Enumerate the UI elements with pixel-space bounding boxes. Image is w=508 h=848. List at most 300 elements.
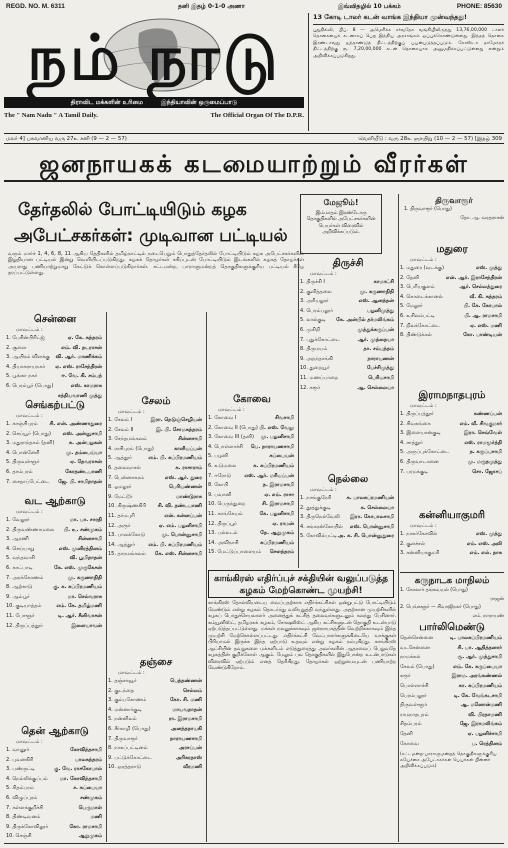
candidate-name: பெத்தண்ணன் <box>170 678 202 684</box>
constituency-name: 3. கோவை III (தனி) <box>208 434 254 441</box>
constituency-name: 4. பொன்னேரி <box>6 449 40 456</box>
candidate-name: சி. என். அண்ணாதுரை <box>49 421 102 427</box>
constituency-row <box>400 312 504 322</box>
constituency-name: 1. திருப்பத்தூர் <box>400 411 434 417</box>
constituency-row <box>108 464 204 474</box>
constituency-name: 5. லால்குடி <box>300 317 326 324</box>
constituency-row <box>300 523 396 533</box>
constituency-row <box>108 541 204 551</box>
candidate-name: சிவசாமி <box>274 415 294 421</box>
constituency-name: 5. நன்னிலம் <box>108 716 137 723</box>
parliament-candidate: ப. ரெத்தினம் <box>471 740 502 747</box>
candidate-name: எஸ். ஆர். மரியப்பன் <box>244 472 294 479</box>
candidate-name: வி. ஆர். மாணிக்கம் <box>55 354 102 361</box>
section-kanyakumari <box>400 510 504 559</box>
constituency-row <box>6 439 104 449</box>
notice-box <box>300 194 382 254</box>
candidate-name: எஸ். ஆனந்தன் <box>358 298 394 305</box>
candidate-name: கோவிந்தசாமி <box>70 747 102 753</box>
constituency-row <box>6 574 104 584</box>
candidate-name: மாண்டுராசு <box>176 493 202 500</box>
candidate-name: மு. கருணாநிதி <box>67 574 102 581</box>
section-north-arcot <box>6 496 104 631</box>
candidate-name: ஏ. எம். ராசா <box>264 491 294 498</box>
section-salem <box>108 396 204 560</box>
section-ramanathapuram <box>400 390 504 477</box>
candidate-name: ந. கருப்பசாமி <box>469 449 502 456</box>
constituency-row <box>6 449 104 459</box>
constituency-row <box>6 535 104 545</box>
constituency-row <box>6 823 104 833</box>
issue-price: தனி இதழ் 0-1-0 அணா <box>178 3 245 10</box>
constituency-row <box>108 435 204 445</box>
constituency-row <box>400 540 504 550</box>
constituency-row <box>108 763 204 773</box>
parliament-row <box>400 692 504 702</box>
candidate-name: எம். எல். தாசு <box>469 550 502 557</box>
constituency-row <box>6 593 104 603</box>
constituency-name: 3. பெரியகுளம் <box>400 284 435 291</box>
parliament-constituency: தென்சென்னை <box>400 635 434 641</box>
constituency-row <box>208 433 296 443</box>
constituency-row <box>400 458 504 468</box>
constituency-row <box>108 474 204 484</box>
constituency-row <box>108 754 204 764</box>
constituency-name: 3. இளையான்குடி <box>400 430 441 437</box>
constituency-row <box>208 500 296 510</box>
section-title: சேலம் <box>141 396 171 407</box>
candidate-name: பாலசுந்தரம் <box>75 756 102 763</box>
constituency-name: 9. அறந்தாங்கி <box>300 355 333 362</box>
constituency-row <box>300 384 396 394</box>
candidate-name: மு. மருதமுத்து <box>467 458 502 465</box>
constituency-row <box>6 554 104 564</box>
motto-band <box>4 97 304 108</box>
candidate-name: வீரமணி <box>183 764 202 771</box>
candidate-name: ஆர். முத்தையா <box>357 336 394 343</box>
constituency-row <box>108 550 204 560</box>
constituency-name: 7. கள்ளக்குறிச்சி <box>6 804 44 811</box>
constituency-row <box>400 264 504 274</box>
constituency-name: 5. அருப்புக்கோட்டை <box>400 449 450 456</box>
masthead-logo <box>4 15 304 95</box>
candidate-name: கோ. பாண்டியன் <box>463 332 502 339</box>
constituency-row <box>108 531 204 541</box>
candidate-name: சின்னசாமி <box>178 436 202 443</box>
constituency-name: 11. போளூர் <box>6 612 35 619</box>
constituency-row <box>6 526 104 536</box>
constituency-name: 2. தூத்துக்குடி <box>300 504 331 511</box>
constituency-name: 3. சேந்தமங்கலம் <box>108 436 147 443</box>
constituency-name: 1. பேசின்பிரிட்ஜ் <box>6 335 45 341</box>
parliament-row <box>400 672 504 682</box>
constituency-row <box>300 326 396 336</box>
constituency-row <box>108 416 204 426</box>
parliament-row <box>400 701 504 711</box>
constituency-name: 7. நிலக்கோட்டை <box>400 322 440 329</box>
candidate-name: மு. தம்பைய்யா <box>65 449 102 456</box>
section-madurai <box>400 244 504 341</box>
constituency-row <box>6 813 104 823</box>
candidate-name: எஸ். முத்து <box>475 265 502 271</box>
candidate-name: வீ. கி. சுந்தரம் <box>469 293 502 300</box>
page-count: இவ்விதழில் 10 பக்கம் <box>338 3 401 10</box>
candidate-name: இளையாவன் <box>71 622 102 629</box>
parliament-candidate: சூ. ஆர். முத்துசாமி <box>457 654 502 661</box>
thiruvarur-line: 1. திருவாரூர் (பொது) <box>404 207 452 212</box>
parliament-constituency: கரூர் <box>400 673 411 680</box>
constituency-name: 5. மேலூர் <box>400 303 423 310</box>
candidate-name: கே. அன்பில் தர்மலிங்கம் <box>336 317 394 324</box>
dateline-left: மலர் 4] பகவானிய வரு 27உ சனி (9 — 2 — 57) <box>6 136 127 142</box>
constituency-name: 14. ஆத்தூர் <box>108 541 136 548</box>
parliament-section <box>400 622 504 770</box>
parliament-row <box>400 644 504 654</box>
constituency-name: 2. செய்யூர் (பொது) <box>6 430 51 437</box>
candidate-name: சத்தியவாணி முத்து <box>57 392 102 399</box>
notice-title: மேஜூம்! <box>323 198 359 207</box>
constituency-row <box>400 530 504 540</box>
constituency-name: 9. பவானி <box>208 491 232 498</box>
constituency-row <box>6 353 104 363</box>
candidate-name: சுப்பையன் <box>269 453 294 460</box>
constituency-name: 3. ஆரணி <box>6 536 29 543</box>
district-label: மாவட்டம் : <box>410 523 437 529</box>
english-left: The " Nam Nadu " A Tamil Daily. <box>4 112 98 119</box>
candidate-name: மணி <box>90 814 102 821</box>
constituency-name: 1. திருச்சி I <box>300 279 325 285</box>
constituency-row <box>300 355 396 365</box>
candidate-name: கே. எஸ். சின்னசாமி <box>154 551 202 558</box>
constituency-row <box>300 336 396 346</box>
constituency-name: 10. கிருஷ்ணகிரி <box>108 503 146 510</box>
constituency-row <box>108 502 204 512</box>
constituency-row <box>400 322 504 332</box>
constituency-row <box>208 481 296 491</box>
parliament-candidate: ஆ. மனோன்மணி <box>460 702 502 709</box>
constituency-row <box>300 532 396 542</box>
intro-paragraph: வரும் மார்ச் 1, 4, 6, 8, 11 ஆகிய தேதிகளில் தமிழ்நாட்டில் நடைபெறும் பொதுத்தேர்தலில் போட்டியிடும் கழக அபேட்சகர்களின் இறுதியான பட்டியல் இன்று வெளியிடப்படுகிறது. கழகக் தோழர்கள் சகிப்புடன் போட்டியிடும் இடங்களில் கழகத் தோழர்கள் அயராது பணியாற்றுமாறு கேட்டுக் கொள்ளப்படுகிறார்கள். சட்டமன்ற, பாராளுமன்றத் தொகுதிகளுக்குரிய பட்டியல் கீழே தரப்பட்டுள்ளது. <box>8 251 304 277</box>
parliament-row <box>400 730 504 740</box>
parliament-constituency: நாமக்கல் <box>400 654 421 661</box>
thiruvarur-candidate: தோ. ஆ. வரதராசன் <box>460 215 504 221</box>
parliament-constituency: தேனி <box>400 730 413 737</box>
constituency-row <box>400 429 504 439</box>
constituency-name: 2. சூளை <box>6 344 27 351</box>
candidate-name: அனந்தநாயகி <box>170 725 202 732</box>
constituency-name: 6. உசிலம்பட்டி <box>400 312 435 319</box>
section-thanjavur <box>108 657 204 773</box>
constituency-row <box>6 784 104 794</box>
constituency-name: 5. கோவில்பட்டி <box>300 533 338 540</box>
karnataka-line: 1. கோலார் தங்கவயல் (பொது) <box>400 588 468 593</box>
parliament-constituency: திருவள்ளூர் <box>400 702 428 709</box>
candidate-name: ஈ. வே. கி. சம்பத் <box>61 373 102 380</box>
constituency-name: 7. புதுக்கோட்டை <box>300 336 340 343</box>
constituency-name: 12. அரூர் <box>108 522 131 529</box>
constituency-name: 1. நாங்குநேரி <box>300 495 332 501</box>
constituency-row <box>6 430 104 440</box>
candidate-name: பெரியசாமி <box>368 374 394 381</box>
candidate-name: சி. இராமசாமி <box>262 501 294 508</box>
candidate-name: என். கன்னப்பன் <box>164 512 202 519</box>
constituency-row <box>208 520 296 530</box>
parliament-row <box>400 740 504 750</box>
constituency-name: 3. பண்ருட்டி <box>6 766 36 773</box>
constituency-name: 3. கும்பகோணம் <box>108 697 147 704</box>
constituency-name: 4. நெல்லிக்குப்பம் <box>6 775 48 782</box>
constituency-row <box>6 602 104 612</box>
constituency-name: 10. பெருந்துறை <box>208 501 246 508</box>
constituency-row <box>108 715 204 725</box>
candidate-name: டி. ஆர். சீனிவாசன் <box>58 612 102 619</box>
candidate-name: கோதண்டபாணி <box>65 468 102 475</box>
section-title: மதுரை <box>436 244 468 255</box>
constituency-name: 8. திண்டிவனம் <box>6 814 41 821</box>
constituency-row <box>300 316 396 326</box>
candidate-name: மா. செல்வராசு <box>67 593 102 600</box>
loan-news-body: புதுதில்லி, பிப். 8 — அமெரிக்க சர்வதேச வங்கியிலிருந்து 13,76,00,000 டாலர் தொகையைக் கடனாகப் பெற இந்திய அரசாங்கம் ஒப்புக்கொண்டுள்ளது. இந்தத் தொகை இரண்டாவது ஐந்தாண்டுத் திட்டத்திற்குப் பயன்படுத்தப்படும். கோஸ்டா தாமோதர் திட்டத்திற்கு ரூ. 7,20,00,000 கடன் தொகையாக அனுமதிக்கப்பட்டுள்ளது என்றும் அறிவிக்கப்படுகிறது. <box>313 28 504 59</box>
candidate-name: ந. இராமசாமி <box>262 482 294 489</box>
bottom-rule <box>4 843 504 844</box>
coalition-headline-box: காங்கிரஸ் எதிர்ப்புச் சக்தியின் வலுப்படுத்த கழகம் மேற்கொண்ட முயற்சி! <box>208 570 394 598</box>
constituency-row <box>400 331 504 341</box>
parliament-list <box>400 634 504 749</box>
karnataka-candidate: எம். நாராயண் <box>472 613 504 619</box>
section-tirunelveli <box>300 474 396 542</box>
logo-text: நம் நாடு <box>27 21 281 94</box>
constituency-name: 2. குளித்தலை <box>300 288 332 295</box>
candidate-name: அ. க. சி. பொன்னுதுரை <box>337 533 394 540</box>
constituency-row <box>6 756 104 766</box>
constituency-row <box>400 293 504 303</box>
constituency-row <box>6 775 104 785</box>
constituency-row <box>6 583 104 593</box>
dateline <box>4 133 504 144</box>
constituency-row <box>108 725 204 735</box>
section-title: இராமநாதபுரம் <box>418 390 486 401</box>
constituency-row <box>6 382 104 392</box>
constituency-name: 10. குடியாத்தம் <box>6 603 42 610</box>
candidate-name: காளியப்பன் <box>174 445 202 452</box>
constituency-name: 9. மேட்டூர் <box>108 493 133 500</box>
district-label: மாவட்டம் : <box>118 409 145 415</box>
section-title: செங்கற்பட்டு <box>25 400 85 411</box>
constituency-row <box>400 302 504 312</box>
constituency-name: 2. சேலம் II <box>108 426 134 433</box>
section-title: நெல்லை <box>327 474 369 485</box>
constituency-name: 4. கொடைக்கானல் <box>400 293 443 300</box>
constituency-row <box>6 622 104 632</box>
candidate-name: ஏ. தேவராசன் <box>70 459 102 466</box>
candidate-name: தே. ஆறுமுகம் <box>260 530 294 537</box>
candidate-name: பி. கே. கோபால் <box>463 303 502 310</box>
karnataka-line: 2. பெங்களூர் — சிவாஜிநகர் (பொது) <box>400 605 481 611</box>
candidate-name: மா. கோவிந்தசாமி <box>59 775 102 782</box>
constituency-row <box>108 706 204 716</box>
constituency-row <box>108 512 204 522</box>
candidate-name: சொ. ஜோசப் <box>472 468 502 475</box>
parliament-constituency: வடசென்னை <box>400 644 430 651</box>
constituency-row <box>108 744 204 754</box>
constituency-name: 1. வேலூர் <box>6 517 30 523</box>
constituency-name: 6. உடுமலை <box>208 462 237 469</box>
constituency-name: 4. செய்யாறு <box>6 545 35 552</box>
constituency-name: 6. திருவாடானை <box>400 458 439 465</box>
candidate-name: சின்னசாமி <box>78 536 102 543</box>
constituency-name: 6. காட்பாடி <box>6 564 33 571</box>
candidate-name: என். ஆர். இராசேந்திரன் <box>445 274 502 281</box>
district-label: மாவட்டம் : <box>16 509 43 515</box>
constituency-row <box>208 414 296 424</box>
constituency-row <box>208 548 296 558</box>
constituency-row <box>6 468 104 478</box>
constituency-row <box>400 283 504 293</box>
constituency-name: 6. சீர்காழி (பொது) <box>108 725 151 732</box>
constituency-name: 10. செஞ்சி <box>6 833 32 840</box>
candidate-name: இரா. கோபாலசாமி <box>350 514 394 521</box>
parliament-row <box>400 663 504 673</box>
constituency-name: 6. தலைவாசல் <box>108 464 141 471</box>
constituency-row <box>6 564 104 574</box>
candidate-name: முத்துக்கருப்பன் <box>357 326 394 333</box>
candidate-name: ஏ. எஸ். மணி <box>470 322 502 329</box>
constituency-name: 7. பென்னாகரம் <box>108 474 145 481</box>
constituency-name: 4. மன்னார்குடி <box>108 706 142 713</box>
candidate-name: இரா. செவ்வேள் <box>464 430 502 437</box>
parliament-candidate: கா. சுப்பிரமணியம் <box>458 682 502 689</box>
constituency-row <box>208 472 296 482</box>
column-divider <box>206 312 207 842</box>
constituency-row <box>6 746 104 756</box>
constituency-name: 1. மதுரை (வடக்கு) <box>400 265 444 271</box>
constituency-name: 3. மதுராந்தகம் (தனி) <box>6 440 55 447</box>
constituency-name: 10. துறையூர் <box>300 365 330 372</box>
candidate-name: வி. பூமிநாதன் <box>69 555 102 562</box>
constituency-name: 5. ஆத்தூர் <box>108 455 132 462</box>
constituency-name: 12. திருப்பூர் <box>208 520 237 527</box>
section-title: திருச்சி <box>332 258 364 269</box>
constituency-name: 6. முசிறி <box>300 326 321 333</box>
constituency-name: 2. குடந்தை <box>108 687 134 694</box>
constituency-name: 11. தர்மபுரி <box>108 512 135 519</box>
constituency-name: 14. அவிநாசி <box>208 539 239 546</box>
section-title: கோவை <box>233 394 271 405</box>
constituency-row <box>208 462 296 472</box>
masthead <box>4 13 304 131</box>
district-label: மாவட்டம் : <box>218 407 245 413</box>
constituency-name: 1. நாகர்கோவில் <box>400 531 438 537</box>
section-trichy <box>300 258 396 393</box>
constituency-row <box>6 765 104 775</box>
constituency-row <box>208 443 296 453</box>
constituency-name: 8. நாகப்பட்டினம் <box>108 745 148 752</box>
candidate-name: க. செல்லையா <box>360 504 394 511</box>
candidate-name: ஏ. கே. சுந்தரம் <box>67 335 102 341</box>
dateline-right: வெளியீடு : வரு 28உ ஞாயிறு (10 — 2 — 57) [இதழ் 309 <box>358 136 502 142</box>
constituency-name: 5. பழனி <box>208 453 229 460</box>
constituency-row <box>400 410 504 420</box>
constituency-name: 15. மேட்டுப்பாளையம் <box>208 549 262 556</box>
candidate-name: எம். எஸ். அலி <box>466 540 502 547</box>
candidate-name: அரிகரதாஸ் <box>175 754 202 761</box>
candidate-name: சுப்பிரமணியம் <box>260 539 294 546</box>
candidate-name: கு. வே. ராசகோபால் <box>54 766 102 773</box>
candidate-name: சண்முகம் <box>80 794 102 801</box>
parliament-footnote: (சட்டமன்ற-பாராளுமன்றத் தொகுதிகளுக்குரிய சுயேச்சை அபேட்சகர்கள் பெயர்கள் பின்னர் அறிவிக்கப்படும்) <box>400 752 497 770</box>
section-south-arcot <box>6 726 104 842</box>
constituency-row <box>108 687 204 697</box>
district-label: மாவட்டம் : <box>16 327 43 333</box>
constituency-name: 2. கோவை II (பொது) <box>208 424 258 431</box>
constituency-row <box>208 424 296 434</box>
district-label: மாவட்டம் : <box>310 271 337 277</box>
candidate-name: கே. பழனிசாமி <box>259 510 294 517</box>
karnataka-title: கருநாடக மாநிலம் <box>414 576 490 586</box>
candidate-name: சு. பாலசுப்ரமணியன் <box>346 495 394 501</box>
candidate-name: இரா. நெடுஞ்செழியன் <box>150 417 202 423</box>
candidate-name: பி. ஆ. ராமசாமி <box>464 312 502 319</box>
parliament-candidate: இராம. அரங்கண்ணல் <box>451 673 502 680</box>
candidate-name: கண்ணப்பன் <box>473 411 502 417</box>
constituency-name: 4. தியாகராயநகர் <box>6 363 46 370</box>
constituency-row <box>400 439 504 449</box>
candidate-name: கோ. ராமசாமி <box>69 823 102 830</box>
parliament-constituency: பெரம்பலூர் <box>400 692 427 699</box>
constituency-row <box>400 420 504 430</box>
constituency-row <box>300 345 396 355</box>
thiruvarur-box <box>404 196 504 223</box>
motto-right: இந்தியாவின் ஒருமைப்பாடு <box>161 99 238 106</box>
section-title: சென்னை <box>33 314 77 325</box>
constituency-row <box>6 516 104 526</box>
constituency-row <box>6 804 104 814</box>
constituency-name: 2. புவனகிரி <box>6 756 34 763</box>
candidate-name: ரா. இராமசாமி <box>168 716 202 723</box>
candidate-name: எஸ். முனிரத்தினம் <box>58 545 102 552</box>
district-label: மாவட்டம் : <box>410 403 437 409</box>
parliament-row <box>400 682 504 692</box>
candidate-name: எஸ். அன்னுசாமி <box>62 430 102 437</box>
candidate-name: சு. அன்பழகன் <box>68 440 102 447</box>
constituency-name: 4. சாத்தூர் <box>400 439 423 446</box>
candidate-name: ஆறுமுகம் <box>78 833 102 840</box>
parliament-candidate: டி. கே. வேங்கடசாமி <box>453 692 502 699</box>
notice-body: இம்மாதம் இரண்டோரு தொகுதிகளில் அபேட்சகர்களின் பெயர்கள் விரைவில் அறிவிக்கப்படும். <box>306 211 376 236</box>
constituency-row <box>208 452 296 462</box>
constituency-row <box>108 445 204 455</box>
constituency-name: 1. தஞ்சாவூர் <box>108 678 137 684</box>
phone-number: PHONE: 85630 <box>456 3 502 10</box>
constituency-row <box>108 735 204 745</box>
constituency-row <box>6 794 104 804</box>
district-label: மாவட்டம் : <box>16 413 43 419</box>
parliament-constituency: சேலம் (பொது) <box>400 663 435 670</box>
constituency-name: 8. திண்டுக்கல் <box>400 332 432 339</box>
constituency-row <box>300 364 396 374</box>
constituency-row <box>400 468 504 478</box>
constituency-name: 6. தாம்பரம் <box>6 468 33 475</box>
section-title: தென் ஆற்காடு <box>21 726 89 737</box>
constituency-row <box>300 307 396 317</box>
thiruvarur-title: திருவாரூர் <box>435 196 473 205</box>
candidate-name: மாயவநாதன் <box>172 706 202 713</box>
candidate-name: காமாட்சி <box>373 279 394 285</box>
parliament-constituency: கோவை <box>400 740 419 747</box>
candidate-name: ஆ. செல்லையா <box>357 384 394 391</box>
constituency-name: 8. ஓமலூர் <box>108 484 132 491</box>
constituency-name: 8. ஆற்காடு <box>6 584 33 591</box>
